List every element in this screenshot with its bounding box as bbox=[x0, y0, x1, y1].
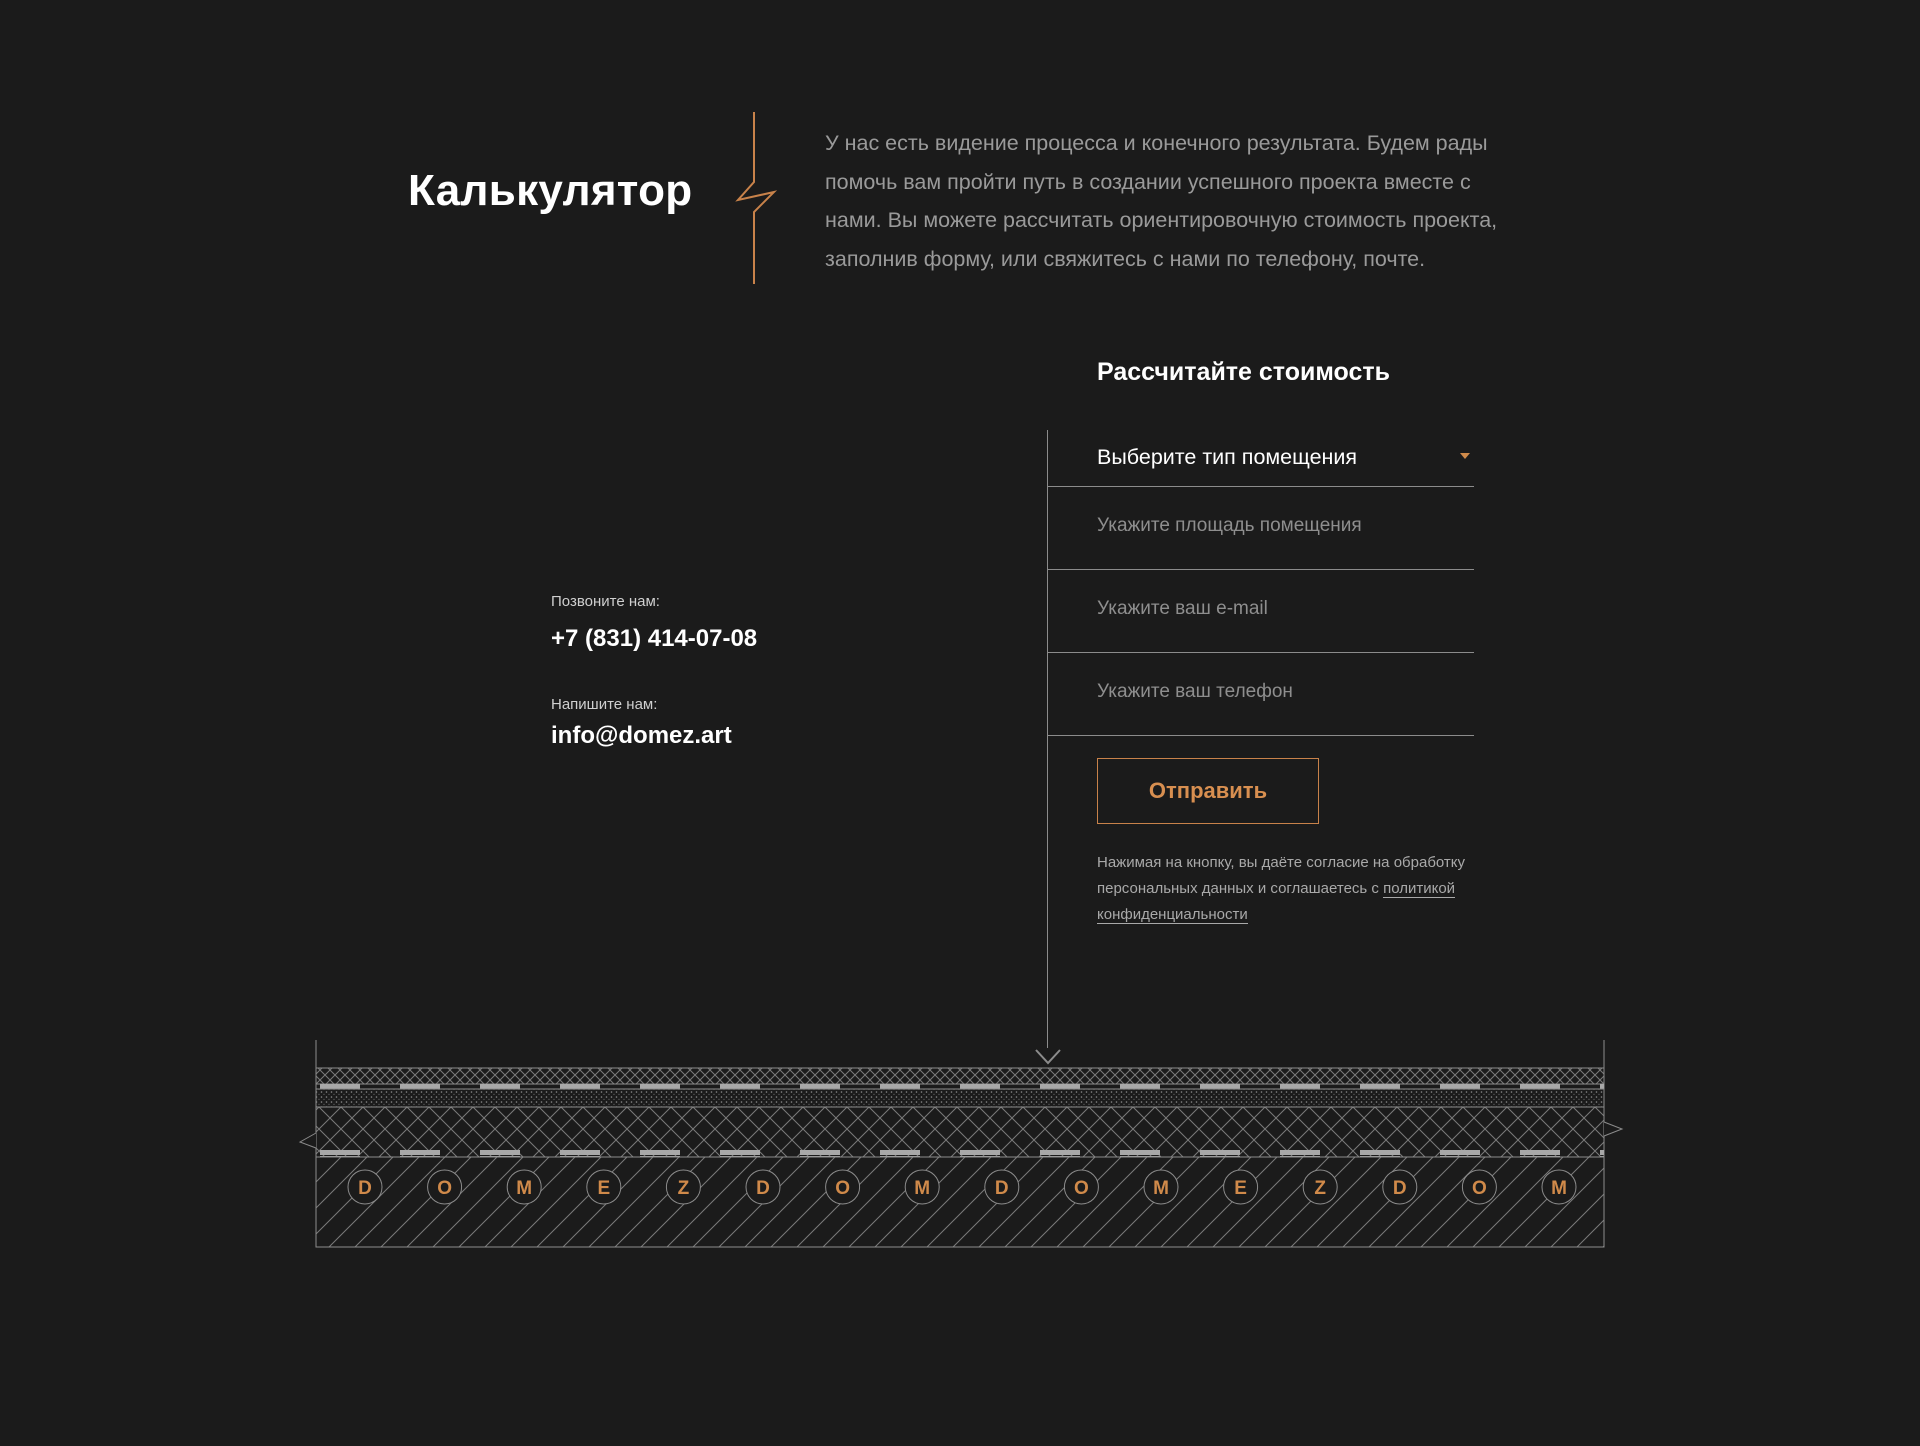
letter-badge-text: O bbox=[1472, 1178, 1487, 1199]
submit-button[interactable]: Отправить bbox=[1097, 758, 1319, 824]
letter-badge-text: Z bbox=[1314, 1178, 1327, 1199]
letter-badge-text: M bbox=[914, 1178, 931, 1199]
letter-badge-text: E bbox=[1234, 1178, 1247, 1199]
phone-field[interactable] bbox=[1047, 652, 1474, 736]
letter-badge-text: D bbox=[358, 1178, 372, 1199]
consent-text: Нажимая на кнопку, вы даёте согласие на обработку персональных данных и соглашаетесь с bbox=[1097, 854, 1466, 897]
email-input[interactable] bbox=[1097, 591, 1457, 627]
floor-section-illustration bbox=[0, 1030, 1920, 1270]
letter-badge-text: E bbox=[597, 1178, 611, 1199]
page-title: Калькулятор bbox=[408, 166, 693, 215]
letter-badge-text: D bbox=[994, 1178, 1009, 1199]
letter-badge-text: Z bbox=[677, 1178, 690, 1199]
consent-note bbox=[1097, 850, 1477, 928]
privacy-policy-link[interactable]: политикой конфиденциальности bbox=[1097, 880, 1456, 923]
letter-badge-text: D bbox=[1392, 1178, 1407, 1199]
call-label: Позвоните нам: bbox=[551, 593, 660, 610]
chevron-down-icon bbox=[1460, 453, 1470, 459]
email-address[interactable]: info@domez.art bbox=[551, 722, 732, 749]
phone-number[interactable]: +7 (831) 414-07-08 bbox=[551, 625, 758, 652]
zigzag-divider bbox=[730, 112, 780, 284]
write-label: Напишите нам: bbox=[551, 696, 658, 713]
letter-badge-text: M bbox=[1153, 1178, 1169, 1199]
area-input[interactable] bbox=[1097, 508, 1457, 544]
phone-input[interactable] bbox=[1097, 674, 1457, 710]
letter-badge-text: O bbox=[437, 1178, 452, 1199]
room-type-select[interactable] bbox=[1047, 403, 1474, 487]
email-field[interactable] bbox=[1047, 569, 1474, 653]
letter-badge-text: O bbox=[835, 1178, 850, 1199]
letter-badge-text: D bbox=[756, 1178, 770, 1199]
letter-badge-text: O bbox=[1074, 1178, 1089, 1199]
room-type-value: Выберите тип помещения bbox=[1097, 445, 1358, 469]
area-field[interactable] bbox=[1047, 486, 1474, 570]
form-heading: Рассчитайте стоимость bbox=[1097, 358, 1390, 386]
letter-badge-text: M bbox=[1551, 1178, 1567, 1199]
intro-text: У нас есть видение процесса и конечного результата. Будем рады помочь вам пройти путь в создании успешного проекта вместе с нами. Вы можете рассчитать ориентировочную стоимость проекта, заполнив форму, или свяжитесь с нами по телефону, почте. bbox=[825, 131, 1498, 271]
letter-badge-text: M bbox=[516, 1178, 533, 1199]
